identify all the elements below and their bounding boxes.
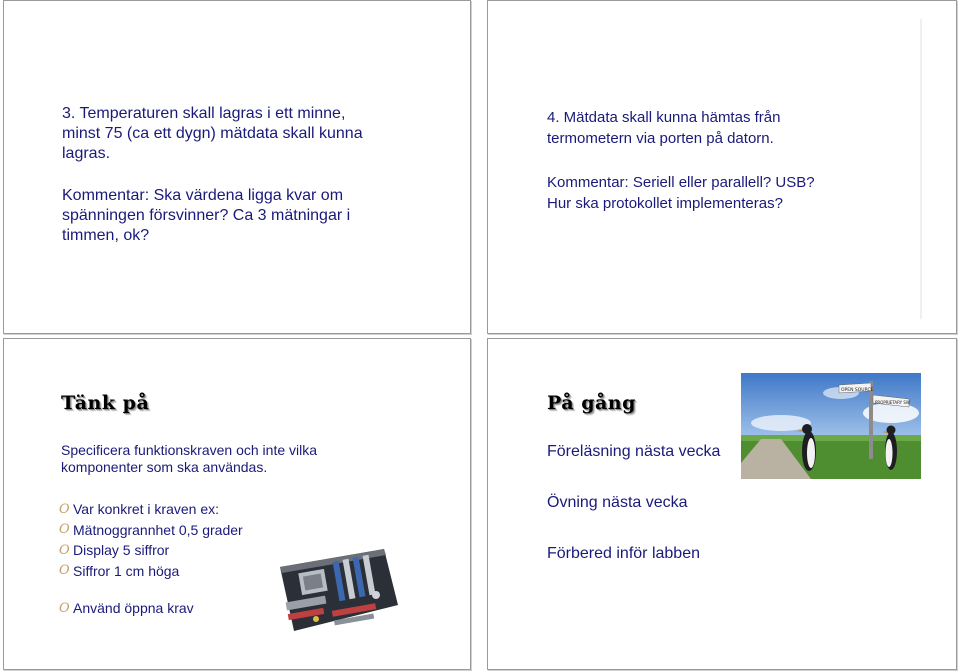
bullet-list xyxy=(59,499,243,581)
penguins-signpost-photo xyxy=(741,373,921,479)
text-line: Kommentar: Seriell eller parallell? USB? xyxy=(547,174,815,191)
bullet-icon: O xyxy=(59,542,70,558)
text-line: timmen, ok? xyxy=(62,227,150,244)
agenda-item: Föreläsning nästa vecka xyxy=(547,443,721,460)
slide-body-text: Specificera funktionskraven och inte vilka komponenter som ska användas. xyxy=(61,442,318,475)
text-line: lagras. xyxy=(62,145,111,162)
list-item-text: Var konkret i kraven ex: xyxy=(73,501,220,518)
text-line: spänningen försvinner? Ca 3 mätningar i xyxy=(62,207,351,224)
bullet-icon: O xyxy=(59,522,70,538)
slide-pa-gang xyxy=(487,338,957,670)
list-item-text: Siffror 1 cm höga xyxy=(73,562,180,579)
slide-text xyxy=(62,104,442,246)
slide-title: På gång xyxy=(547,392,636,414)
text-line: minst 75 (ca ett dygn) mätdata skall kunna xyxy=(62,125,363,142)
slide-tank-pa xyxy=(3,338,471,670)
list-item-text: Använd öppna krav xyxy=(73,600,194,616)
slide-requirement-4 xyxy=(487,0,957,334)
text-line: 3. Temperaturen skall lagras i ett minne, xyxy=(62,105,346,122)
list-item xyxy=(59,520,243,541)
text-line: 4. Mätdata skall kunna hämtas från xyxy=(547,109,781,126)
bullet-icon: O xyxy=(59,501,70,517)
list-item-text: Display 5 siffror xyxy=(73,542,170,559)
agenda-item: Förbered inför labben xyxy=(547,545,700,562)
sign-label-open-source: OPEN SOURCE xyxy=(841,388,874,393)
motherboard-image xyxy=(276,545,400,635)
list-item xyxy=(59,499,243,520)
slide-edge-shadow xyxy=(920,19,922,319)
list-item xyxy=(59,600,194,616)
list-item xyxy=(59,561,243,582)
slide-text xyxy=(547,107,927,214)
list-item xyxy=(59,540,243,561)
text-line: Hur ska protokollet implementeras? xyxy=(547,195,783,212)
sign-label-proprietary: PROPRIETARY SW xyxy=(875,400,910,405)
slide-requirement-3 xyxy=(3,0,471,334)
bullet-icon: O xyxy=(59,600,70,616)
text-line: Kommentar: Ska värdena ligga kvar om xyxy=(62,187,344,204)
agenda-item: Övning nästa vecka xyxy=(547,494,688,511)
list-item-text: Mätnoggrannhet 0,5 grader xyxy=(73,521,243,538)
slide-title: Tänk på xyxy=(61,392,150,414)
text-line: termometern via porten på datorn. xyxy=(547,130,774,147)
bullet-icon: O xyxy=(59,563,70,579)
